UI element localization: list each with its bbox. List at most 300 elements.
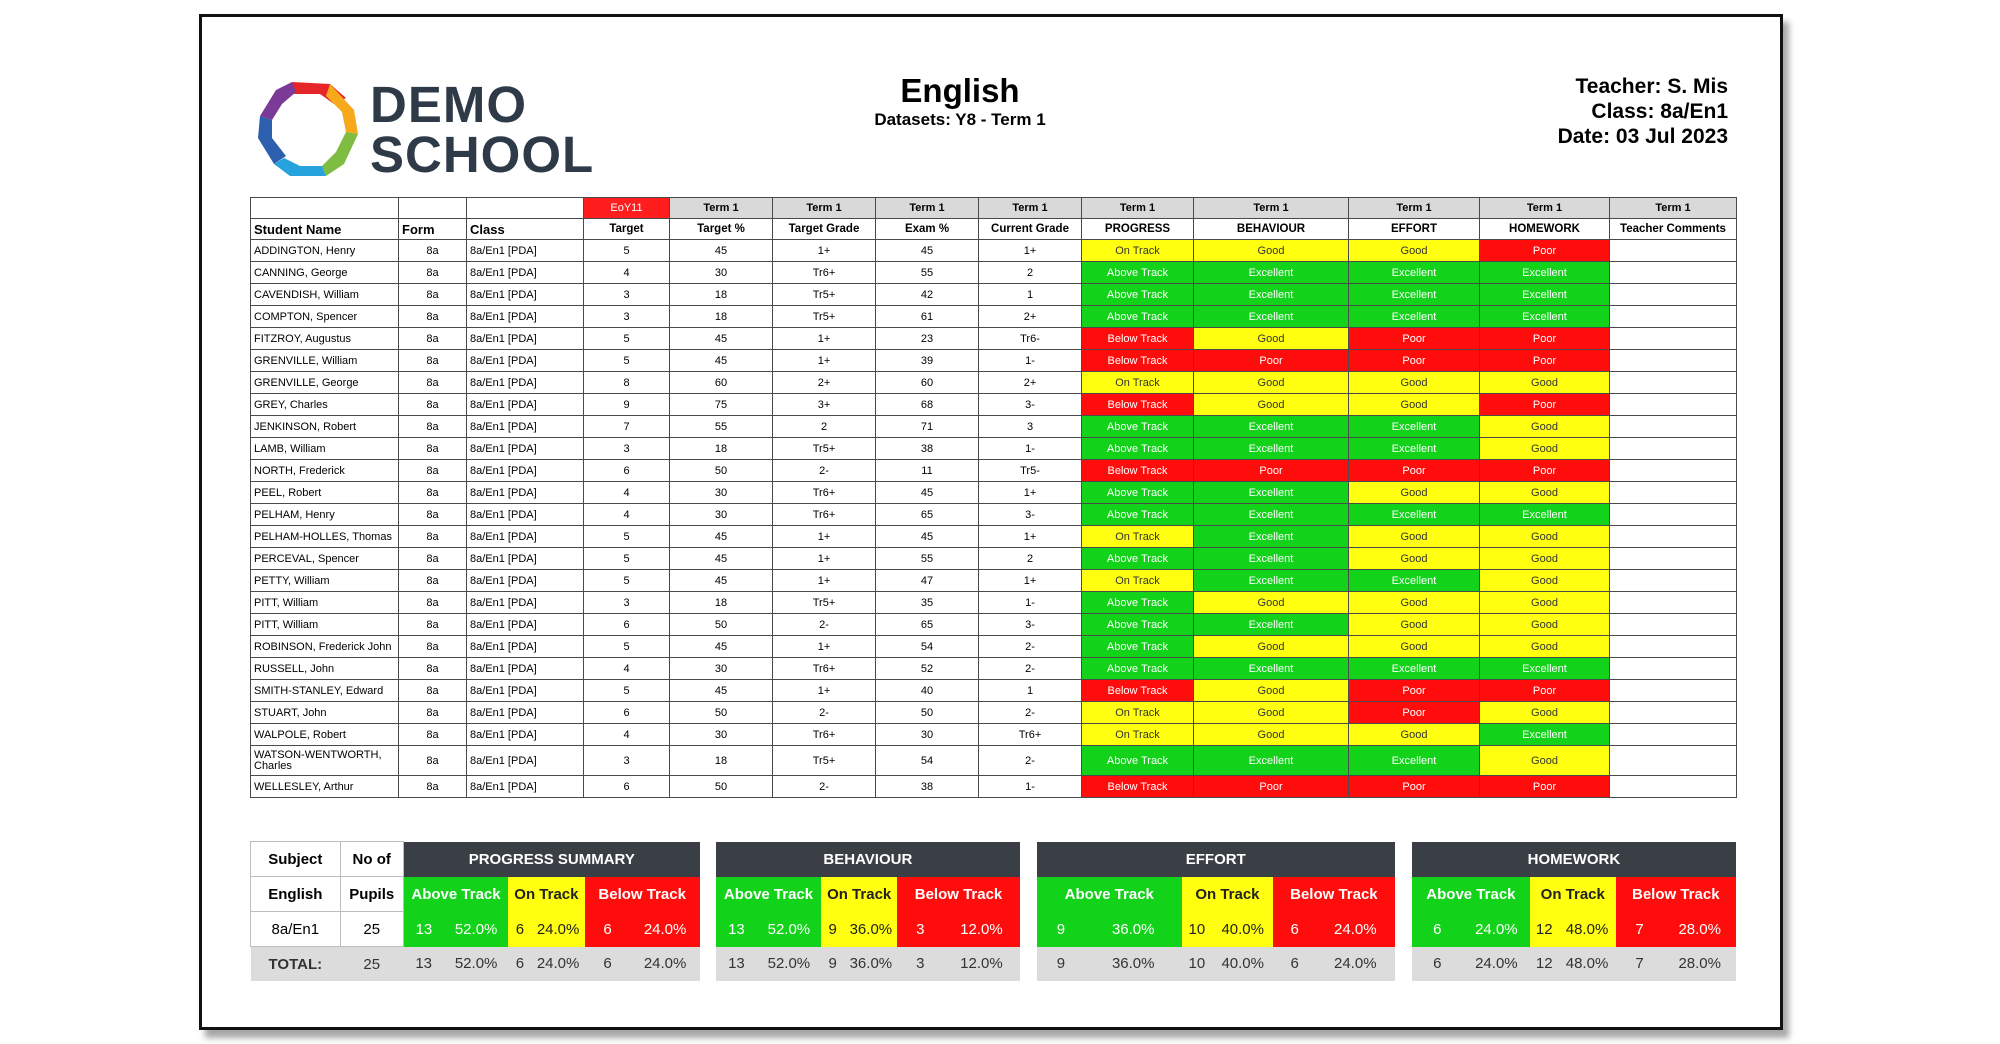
spacer [700, 842, 716, 877]
cell-form: 8a [399, 328, 467, 350]
cell-effort: Excellent [1349, 746, 1480, 776]
summary-value: 52.0% [444, 912, 508, 947]
table-row [251, 680, 1737, 702]
spacer [1020, 912, 1037, 947]
spacer [1020, 947, 1037, 982]
column-header: HOMEWORK [1480, 219, 1610, 240]
cell-target-grade: Tr6+ [773, 482, 876, 504]
cell-target-grade: 2- [773, 702, 876, 724]
cell-target-grade: Tr6+ [773, 262, 876, 284]
cell-target: 6 [584, 776, 670, 798]
cell-teacher-comments [1610, 394, 1737, 416]
cell-target-grade: Tr5+ [773, 746, 876, 776]
summary-pupil-count: 25 [340, 912, 403, 947]
table-row [251, 372, 1737, 394]
cell-current-grade: 1+ [979, 482, 1082, 504]
category-label: Below Track [1273, 877, 1394, 912]
cell-target-: 18 [670, 284, 773, 306]
cell-effort: Good [1349, 636, 1480, 658]
summary-value: 6 [1273, 947, 1316, 982]
cell-behaviour: Excellent [1194, 262, 1349, 284]
summary-value: 28.0% [1663, 947, 1736, 982]
column-header: Student Name [251, 219, 399, 240]
cell-class: 8a/En1 [PDA] [467, 460, 584, 482]
cell-effort: Excellent [1349, 658, 1480, 680]
cell-effort: Poor [1349, 460, 1480, 482]
cell-student-name: JENKINSON, Robert [251, 416, 399, 438]
group-header: Term 1 [876, 198, 979, 219]
cell-teacher-comments [1610, 438, 1737, 460]
cell-target-: 30 [670, 482, 773, 504]
cell-class: 8a/En1 [PDA] [467, 592, 584, 614]
group-header: Term 1 [670, 198, 773, 219]
cell-teacher-comments [1610, 526, 1737, 548]
summary-value: 6 [1412, 947, 1463, 982]
cell-homework: Excellent [1480, 724, 1610, 746]
summary-value: 36.0% [844, 947, 897, 982]
cell-exam-: 45 [876, 240, 979, 262]
cell-form: 8a [399, 482, 467, 504]
cell-effort: Good [1349, 526, 1480, 548]
cell-progress: Below Track [1082, 460, 1194, 482]
table-row [251, 306, 1737, 328]
section-header: HOMEWORK [1412, 842, 1736, 877]
group-header: Term 1 [1082, 198, 1194, 219]
pupils-label: Pupils [340, 877, 403, 912]
cell-current-grade: Tr6- [979, 328, 1082, 350]
cell-effort: Excellent [1349, 262, 1480, 284]
cell-effort: Excellent [1349, 306, 1480, 328]
cell-teacher-comments [1610, 746, 1737, 776]
cell-exam-: 61 [876, 306, 979, 328]
column-header: Exam % [876, 219, 979, 240]
subject-title: English [900, 72, 1020, 109]
cell-behaviour: Excellent [1194, 504, 1349, 526]
cell-teacher-comments [1610, 482, 1737, 504]
cell-exam-: 54 [876, 746, 979, 776]
cell-class: 8a/En1 [PDA] [467, 372, 584, 394]
cell-form: 8a [399, 724, 467, 746]
cell-teacher-comments [1610, 680, 1737, 702]
cell-effort: Poor [1349, 350, 1480, 372]
cell-behaviour: Excellent [1194, 548, 1349, 570]
table-row [251, 702, 1737, 724]
spacer [1395, 912, 1412, 947]
cell-class: 8a/En1 [PDA] [467, 746, 584, 776]
cell-behaviour: Excellent [1194, 658, 1349, 680]
category-label: Below Track [585, 877, 700, 912]
group-header: EoY11 [584, 198, 670, 219]
cell-behaviour: Good [1194, 240, 1349, 262]
cell-effort: Poor [1349, 776, 1480, 798]
group-header: Term 1 [1194, 198, 1349, 219]
report-title-block [800, 72, 1120, 130]
date-label: Date: 03 Jul 2023 [1557, 125, 1728, 148]
summary-value: 36.0% [1085, 947, 1182, 982]
cell-target-: 30 [670, 658, 773, 680]
cell-class: 8a/En1 [PDA] [467, 680, 584, 702]
summary-value: 52.0% [757, 912, 821, 947]
cell-class: 8a/En1 [PDA] [467, 350, 584, 372]
cell-form: 8a [399, 702, 467, 724]
group-header: Term 1 [979, 198, 1082, 219]
cell-form: 8a [399, 526, 467, 548]
cell-target: 7 [584, 416, 670, 438]
cell-student-name: GRENVILLE, George [251, 372, 399, 394]
cell-target-grade: 1+ [773, 548, 876, 570]
cell-effort: Good [1349, 372, 1480, 394]
cell-homework: Excellent [1480, 658, 1610, 680]
cell-form: 8a [399, 372, 467, 394]
cell-progress: Above Track [1082, 284, 1194, 306]
cell-student-name: PETTY, William [251, 570, 399, 592]
cell-exam-: 35 [876, 592, 979, 614]
cell-student-name: ADDINGTON, Henry [251, 240, 399, 262]
cell-class: 8a/En1 [PDA] [467, 636, 584, 658]
cell-target: 6 [584, 702, 670, 724]
cell-exam-: 54 [876, 636, 979, 658]
cell-target: 3 [584, 746, 670, 776]
cell-behaviour: Good [1194, 592, 1349, 614]
cell-target: 4 [584, 658, 670, 680]
cell-homework: Excellent [1480, 284, 1610, 306]
cell-target: 5 [584, 570, 670, 592]
cell-target-grade: Tr5+ [773, 284, 876, 306]
column-header: Target [584, 219, 670, 240]
cell-effort: Good [1349, 724, 1480, 746]
cell-behaviour: Poor [1194, 460, 1349, 482]
cell-homework: Good [1480, 438, 1610, 460]
cell-class: 8a/En1 [PDA] [467, 614, 584, 636]
cell-class: 8a/En1 [PDA] [467, 570, 584, 592]
cell-exam-: 68 [876, 394, 979, 416]
table-row [251, 658, 1737, 680]
cell-effort: Good [1349, 548, 1480, 570]
group-header: Term 1 [1610, 198, 1737, 219]
cell-target: 5 [584, 636, 670, 658]
cell-teacher-comments [1610, 284, 1737, 306]
cell-target: 5 [584, 526, 670, 548]
cell-progress: Above Track [1082, 262, 1194, 284]
cell-exam-: 60 [876, 372, 979, 394]
cell-target-grade: 2- [773, 614, 876, 636]
cell-form: 8a [399, 240, 467, 262]
cell-student-name: PITT, William [251, 592, 399, 614]
school-name-line2: SCHOOL [370, 126, 595, 183]
cell-behaviour: Excellent [1194, 438, 1349, 460]
cell-homework: Good [1480, 702, 1610, 724]
cell-homework: Good [1480, 372, 1610, 394]
cell-exam-: 11 [876, 460, 979, 482]
cell-teacher-comments [1610, 240, 1737, 262]
cell-homework: Good [1480, 592, 1610, 614]
table-row [251, 570, 1737, 592]
cell-target: 4 [584, 262, 670, 284]
cell-target-grade: 2 [773, 416, 876, 438]
cell-class: 8a/En1 [PDA] [467, 702, 584, 724]
table-row [251, 746, 1737, 776]
cell-current-grade: 1 [979, 284, 1082, 306]
cell-target: 3 [584, 284, 670, 306]
summary-value: 24.0% [630, 912, 699, 947]
cell-student-name: NORTH, Frederick [251, 460, 399, 482]
cell-effort: Poor [1349, 702, 1480, 724]
table-row [251, 350, 1737, 372]
spacer [1020, 842, 1037, 877]
cell-exam-: 55 [876, 262, 979, 284]
cell-behaviour: Excellent [1194, 526, 1349, 548]
cell-current-grade: 2- [979, 636, 1082, 658]
summary-body [251, 842, 1737, 982]
cell-class: 8a/En1 [PDA] [467, 776, 584, 798]
table-row [251, 284, 1737, 306]
column-header: Current Grade [979, 219, 1082, 240]
cell-homework: Poor [1480, 350, 1610, 372]
cell-form: 8a [399, 548, 467, 570]
cell-form: 8a [399, 460, 467, 482]
column-header: EFFORT [1349, 219, 1480, 240]
cell-teacher-comments [1610, 702, 1737, 724]
cell-current-grade: 2- [979, 746, 1082, 776]
cell-student-name: COMPTON, Spencer [251, 306, 399, 328]
cell-progress: Above Track [1082, 482, 1194, 504]
group-header: Term 1 [1480, 198, 1610, 219]
cell-current-grade: 2 [979, 548, 1082, 570]
column-header: Class [467, 219, 584, 240]
cell-target-: 45 [670, 526, 773, 548]
cell-exam-: 39 [876, 350, 979, 372]
cell-progress: Below Track [1082, 394, 1194, 416]
cell-current-grade: 1- [979, 592, 1082, 614]
spacer [1395, 842, 1412, 877]
cell-form: 8a [399, 438, 467, 460]
cell-progress: Above Track [1082, 746, 1194, 776]
cell-class: 8a/En1 [PDA] [467, 658, 584, 680]
cell-effort: Excellent [1349, 284, 1480, 306]
cell-class: 8a/En1 [PDA] [467, 416, 584, 438]
cell-target-grade: 1+ [773, 526, 876, 548]
summary-value: 9 [821, 947, 844, 982]
cell-target: 5 [584, 350, 670, 372]
summary-total-row [251, 947, 1737, 982]
cell-teacher-comments [1610, 504, 1737, 526]
cell-behaviour: Excellent [1194, 570, 1349, 592]
summary-value: 9 [821, 912, 844, 947]
cell-target-: 45 [670, 240, 773, 262]
cell-behaviour: Excellent [1194, 306, 1349, 328]
cell-current-grade: 2+ [979, 372, 1082, 394]
summary-value: 7 [1616, 912, 1664, 947]
cell-exam-: 71 [876, 416, 979, 438]
cell-behaviour: Good [1194, 724, 1349, 746]
column-header-row [251, 219, 1737, 240]
summary-value: 3 [897, 912, 943, 947]
cell-teacher-comments [1610, 636, 1737, 658]
summary-value: 6 [508, 912, 531, 947]
cell-target: 5 [584, 680, 670, 702]
table-row [251, 592, 1737, 614]
cell-teacher-comments [1610, 776, 1737, 798]
summary-value: 13 [403, 947, 444, 982]
cell-behaviour: Excellent [1194, 746, 1349, 776]
cell-homework: Poor [1480, 240, 1610, 262]
cell-progress: Above Track [1082, 548, 1194, 570]
cell-progress: Below Track [1082, 776, 1194, 798]
cell-teacher-comments [1610, 724, 1737, 746]
cell-student-name: PELHAM, Henry [251, 504, 399, 526]
cell-progress: Above Track [1082, 504, 1194, 526]
spacer [700, 912, 716, 947]
table-row [251, 240, 1737, 262]
column-header: Teacher Comments [1610, 219, 1737, 240]
cell-effort: Poor [1349, 680, 1480, 702]
group-header [467, 198, 584, 219]
cell-exam-: 38 [876, 776, 979, 798]
school-logo-icon [254, 76, 364, 181]
cell-student-name: GREY, Charles [251, 394, 399, 416]
table-row [251, 526, 1737, 548]
summary-value: 12.0% [943, 912, 1019, 947]
cell-exam-: 30 [876, 724, 979, 746]
summary-class-row [251, 912, 1737, 947]
cell-form: 8a [399, 306, 467, 328]
cell-class: 8a/En1 [PDA] [467, 394, 584, 416]
cell-target-grade: 2- [773, 776, 876, 798]
column-header: PROGRESS [1082, 219, 1194, 240]
cell-progress: On Track [1082, 372, 1194, 394]
cell-progress: On Track [1082, 526, 1194, 548]
cell-target-: 45 [670, 636, 773, 658]
table-row [251, 394, 1737, 416]
cell-homework: Poor [1480, 776, 1610, 798]
cell-student-name: PELHAM-HOLLES, Thomas [251, 526, 399, 548]
cell-target-grade: Tr5+ [773, 306, 876, 328]
student-table [250, 197, 1737, 798]
cell-student-name: PITT, William [251, 614, 399, 636]
summary-value: 36.0% [1085, 912, 1182, 947]
cell-class: 8a/En1 [PDA] [467, 240, 584, 262]
summary-table [250, 841, 1736, 981]
cell-form: 8a [399, 394, 467, 416]
summary-value: 12 [1530, 947, 1559, 982]
cell-form: 8a [399, 592, 467, 614]
summary-value: 6 [1412, 912, 1463, 947]
cell-target-: 75 [670, 394, 773, 416]
summary-value: 9 [1037, 947, 1085, 982]
group-header [251, 198, 399, 219]
cell-target-: 30 [670, 262, 773, 284]
cell-behaviour: Good [1194, 680, 1349, 702]
cell-exam-: 45 [876, 526, 979, 548]
cell-progress: Above Track [1082, 592, 1194, 614]
group-header: Term 1 [773, 198, 876, 219]
cell-target-: 60 [670, 372, 773, 394]
cell-exam-: 40 [876, 680, 979, 702]
summary-value: 52.0% [444, 947, 508, 982]
cell-form: 8a [399, 658, 467, 680]
cell-exam-: 50 [876, 702, 979, 724]
cell-target-grade: Tr6+ [773, 504, 876, 526]
cell-target-: 45 [670, 548, 773, 570]
cell-behaviour: Excellent [1194, 284, 1349, 306]
datasets-label: Datasets: Y8 - Term 1 [874, 110, 1046, 129]
cell-teacher-comments [1610, 570, 1737, 592]
cell-target-: 50 [670, 776, 773, 798]
cell-teacher-comments [1610, 592, 1737, 614]
summary-value: 6 [585, 912, 631, 947]
category-label: On Track [1530, 877, 1616, 912]
group-header: Term 1 [1349, 198, 1480, 219]
table-row [251, 262, 1737, 284]
cell-current-grade: 3 [979, 416, 1082, 438]
subject-value: English [251, 877, 341, 912]
cell-homework: Good [1480, 548, 1610, 570]
cell-target: 5 [584, 328, 670, 350]
cell-class: 8a/En1 [PDA] [467, 328, 584, 350]
cell-target: 9 [584, 394, 670, 416]
table-row [251, 724, 1737, 746]
cell-effort: Poor [1349, 328, 1480, 350]
summary-value: 24.0% [532, 947, 585, 982]
cell-target: 6 [584, 614, 670, 636]
cell-effort: Excellent [1349, 416, 1480, 438]
cell-progress: Above Track [1082, 438, 1194, 460]
spacer [1395, 947, 1412, 982]
no-of-label: No of [340, 842, 403, 877]
teacher-info [1558, 74, 1728, 149]
cell-behaviour: Good [1194, 394, 1349, 416]
cell-teacher-comments [1610, 460, 1737, 482]
cell-current-grade: 1+ [979, 240, 1082, 262]
cell-class: 8a/En1 [PDA] [467, 548, 584, 570]
cell-form: 8a [399, 776, 467, 798]
table-row [251, 438, 1737, 460]
summary-value: 10 [1182, 947, 1213, 982]
cell-behaviour: Good [1194, 372, 1349, 394]
cell-homework: Poor [1480, 394, 1610, 416]
spacer [1395, 877, 1412, 912]
cell-exam-: 38 [876, 438, 979, 460]
cell-student-name: ROBINSON, Frederick John [251, 636, 399, 658]
summary-value: 13 [716, 947, 757, 982]
cell-student-name: RUSSELL, John [251, 658, 399, 680]
category-label: Above Track [716, 877, 821, 912]
cell-current-grade: Tr5- [979, 460, 1082, 482]
subject-label: Subject [251, 842, 341, 877]
table-row [251, 776, 1737, 798]
cell-target-grade: 2- [773, 460, 876, 482]
cell-current-grade: 2- [979, 702, 1082, 724]
cell-effort: Good [1349, 394, 1480, 416]
cell-form: 8a [399, 262, 467, 284]
cell-student-name: PERCEVAL, Spencer [251, 548, 399, 570]
section-header: PROGRESS SUMMARY [403, 842, 699, 877]
cell-target-grade: Tr6+ [773, 658, 876, 680]
cell-exam-: 23 [876, 328, 979, 350]
cell-target: 3 [584, 438, 670, 460]
cell-behaviour: Good [1194, 702, 1349, 724]
cell-target-: 30 [670, 504, 773, 526]
category-label: Below Track [1616, 877, 1736, 912]
cell-target: 4 [584, 504, 670, 526]
cell-exam-: 52 [876, 658, 979, 680]
cell-teacher-comments [1610, 614, 1737, 636]
summary-value: 6 [585, 947, 631, 982]
cell-effort: Good [1349, 614, 1480, 636]
summary-value: 7 [1616, 947, 1664, 982]
cell-homework: Excellent [1480, 504, 1610, 526]
summary-value: 40.0% [1212, 947, 1273, 982]
